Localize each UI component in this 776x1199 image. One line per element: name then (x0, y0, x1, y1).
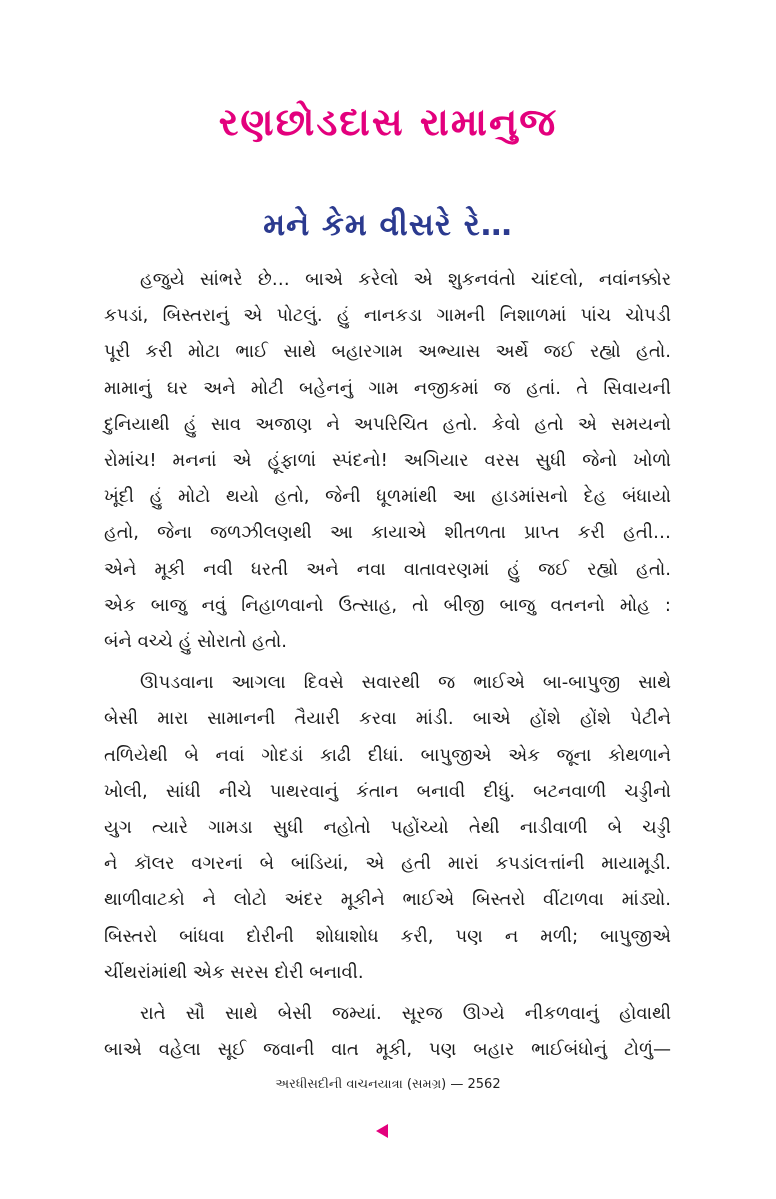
paragraph (104, 665, 671, 991)
text-line: ને કૉલર વગરનાં બે બાંડિયાં, એ હતી મારાં કપડાંલત્તાંની માયામૂડી. (104, 853, 671, 875)
story-title: મને કેમ વીસરે રે… (263, 207, 513, 243)
text-line: એક બાજુ નવું નિહાળવાનો ઉત્સાહ, તો બીજી બાજુ વતનનો મોહ : (104, 594, 671, 616)
paragraph (104, 996, 671, 1068)
text-line: હજુયે સાંભરે છે… બાએ કરેલો એ શુકનવંતો ચાંદલો, નવાંનક્કોર (140, 269, 671, 290)
story-body (104, 255, 671, 1068)
text-line: એને મૂકી નવી ધરતી અને નવા વાતાવરણમાં હું જઈ રહ્યો હતો. (104, 558, 671, 580)
text-line: બિસ્તરો બાંધવા દોરીની શોધાશોધ કરી, પણ ન મળી; બાપુજીએ (104, 925, 671, 947)
text-line: ખૂંદી હું મોટો થયો હતો, જેની ધૂળમાંથી આ હાડમાંસનો દેહ બંધાયો (104, 486, 671, 508)
text-line: હતો, જેના જળઝીલણથી આ કાયાએ શીતળતા પ્રાપ્ત કરી હતી… (104, 522, 671, 544)
text-line: બાએ વહેલા સૂઈ જવાની વાત મૂકી, પણ બહાર ભાઈબંધોનું ટોળું— (104, 1039, 671, 1061)
page-footer: અરધીસદીની વાચનયાત્રા (સમગ્ર) — 2562 (275, 1077, 501, 1092)
text-line: થાળીવાટકો ને લોટો અંદર મૂકીને ભાઈએ બિસ્તરો વીંટાળવા માંડ્યો. (104, 889, 671, 911)
text-line: તળિયેથી બે નવાં ગોદડાં કાઢી દીધાં. બાપુજીએ એક જૂના કોથળાને (104, 744, 671, 766)
author-name: રણછોડદાસ રામાનુજ (218, 100, 558, 144)
text-line: રાતે સૌ સાથે બેસી જમ્યાં. સૂરજ ઊગ્યે નીકળવાનું હોવાથી (140, 1003, 671, 1025)
text-line: બેસી મારા સામાનની તૈયારી કરવા માંડી. બાએ હોંશે હોંશે પેટીને (104, 708, 671, 730)
text-line: ખોલી, સાંધી નીચે પાથરવાનું કંતાન બનાવી દીધું. બટનવાળી ચડ્ડીનો (104, 780, 671, 802)
text-line: ચીંથરાંમાંથી એક સરસ દોરી બનાવી. (104, 961, 364, 983)
paragraph (104, 262, 671, 660)
text-line: બંને વચ્ચે હું સોરાતો હતો. (104, 631, 287, 653)
text-line: પૂરી કરી મોટા ભાઈ સાથે બહારગામ અભ્યાસ અર્થે જઈ રહ્યો હતો. (104, 341, 671, 363)
text-line: દુનિયાથી હું સાવ અજાણ ને અપરિચિત હતો. કેવો હતો એ સમયનો (104, 413, 671, 435)
text-line: ઊપડવાના આગલા દિવસે સવારથી જ ભાઈએ બા-બાપુજી સાથે (140, 672, 671, 694)
left-triangle-icon[interactable] (376, 1124, 388, 1138)
text-line: યુગ ત્યારે ગામડા સુધી નહોતો પહોંચ્યો તેથી નાડીવાળી બે ચડ્ડી (104, 817, 671, 839)
text-line: રોમાંચ! મનનાં એ હૂંફાળાં સ્પંદનો! અગિયાર વરસ સુધી જેનો ખોળો (104, 450, 671, 472)
text-line: કપડાં, બિસ્તરાનું એ પોટલું. હું નાનકડા ગામની નિશાળમાં પાંચ ચોપડી (104, 305, 671, 327)
text-line: મામાનું ઘર અને મોટી બહેનનું ગામ નજીકમાં જ હતાં. તે સિવાયની (104, 377, 671, 399)
